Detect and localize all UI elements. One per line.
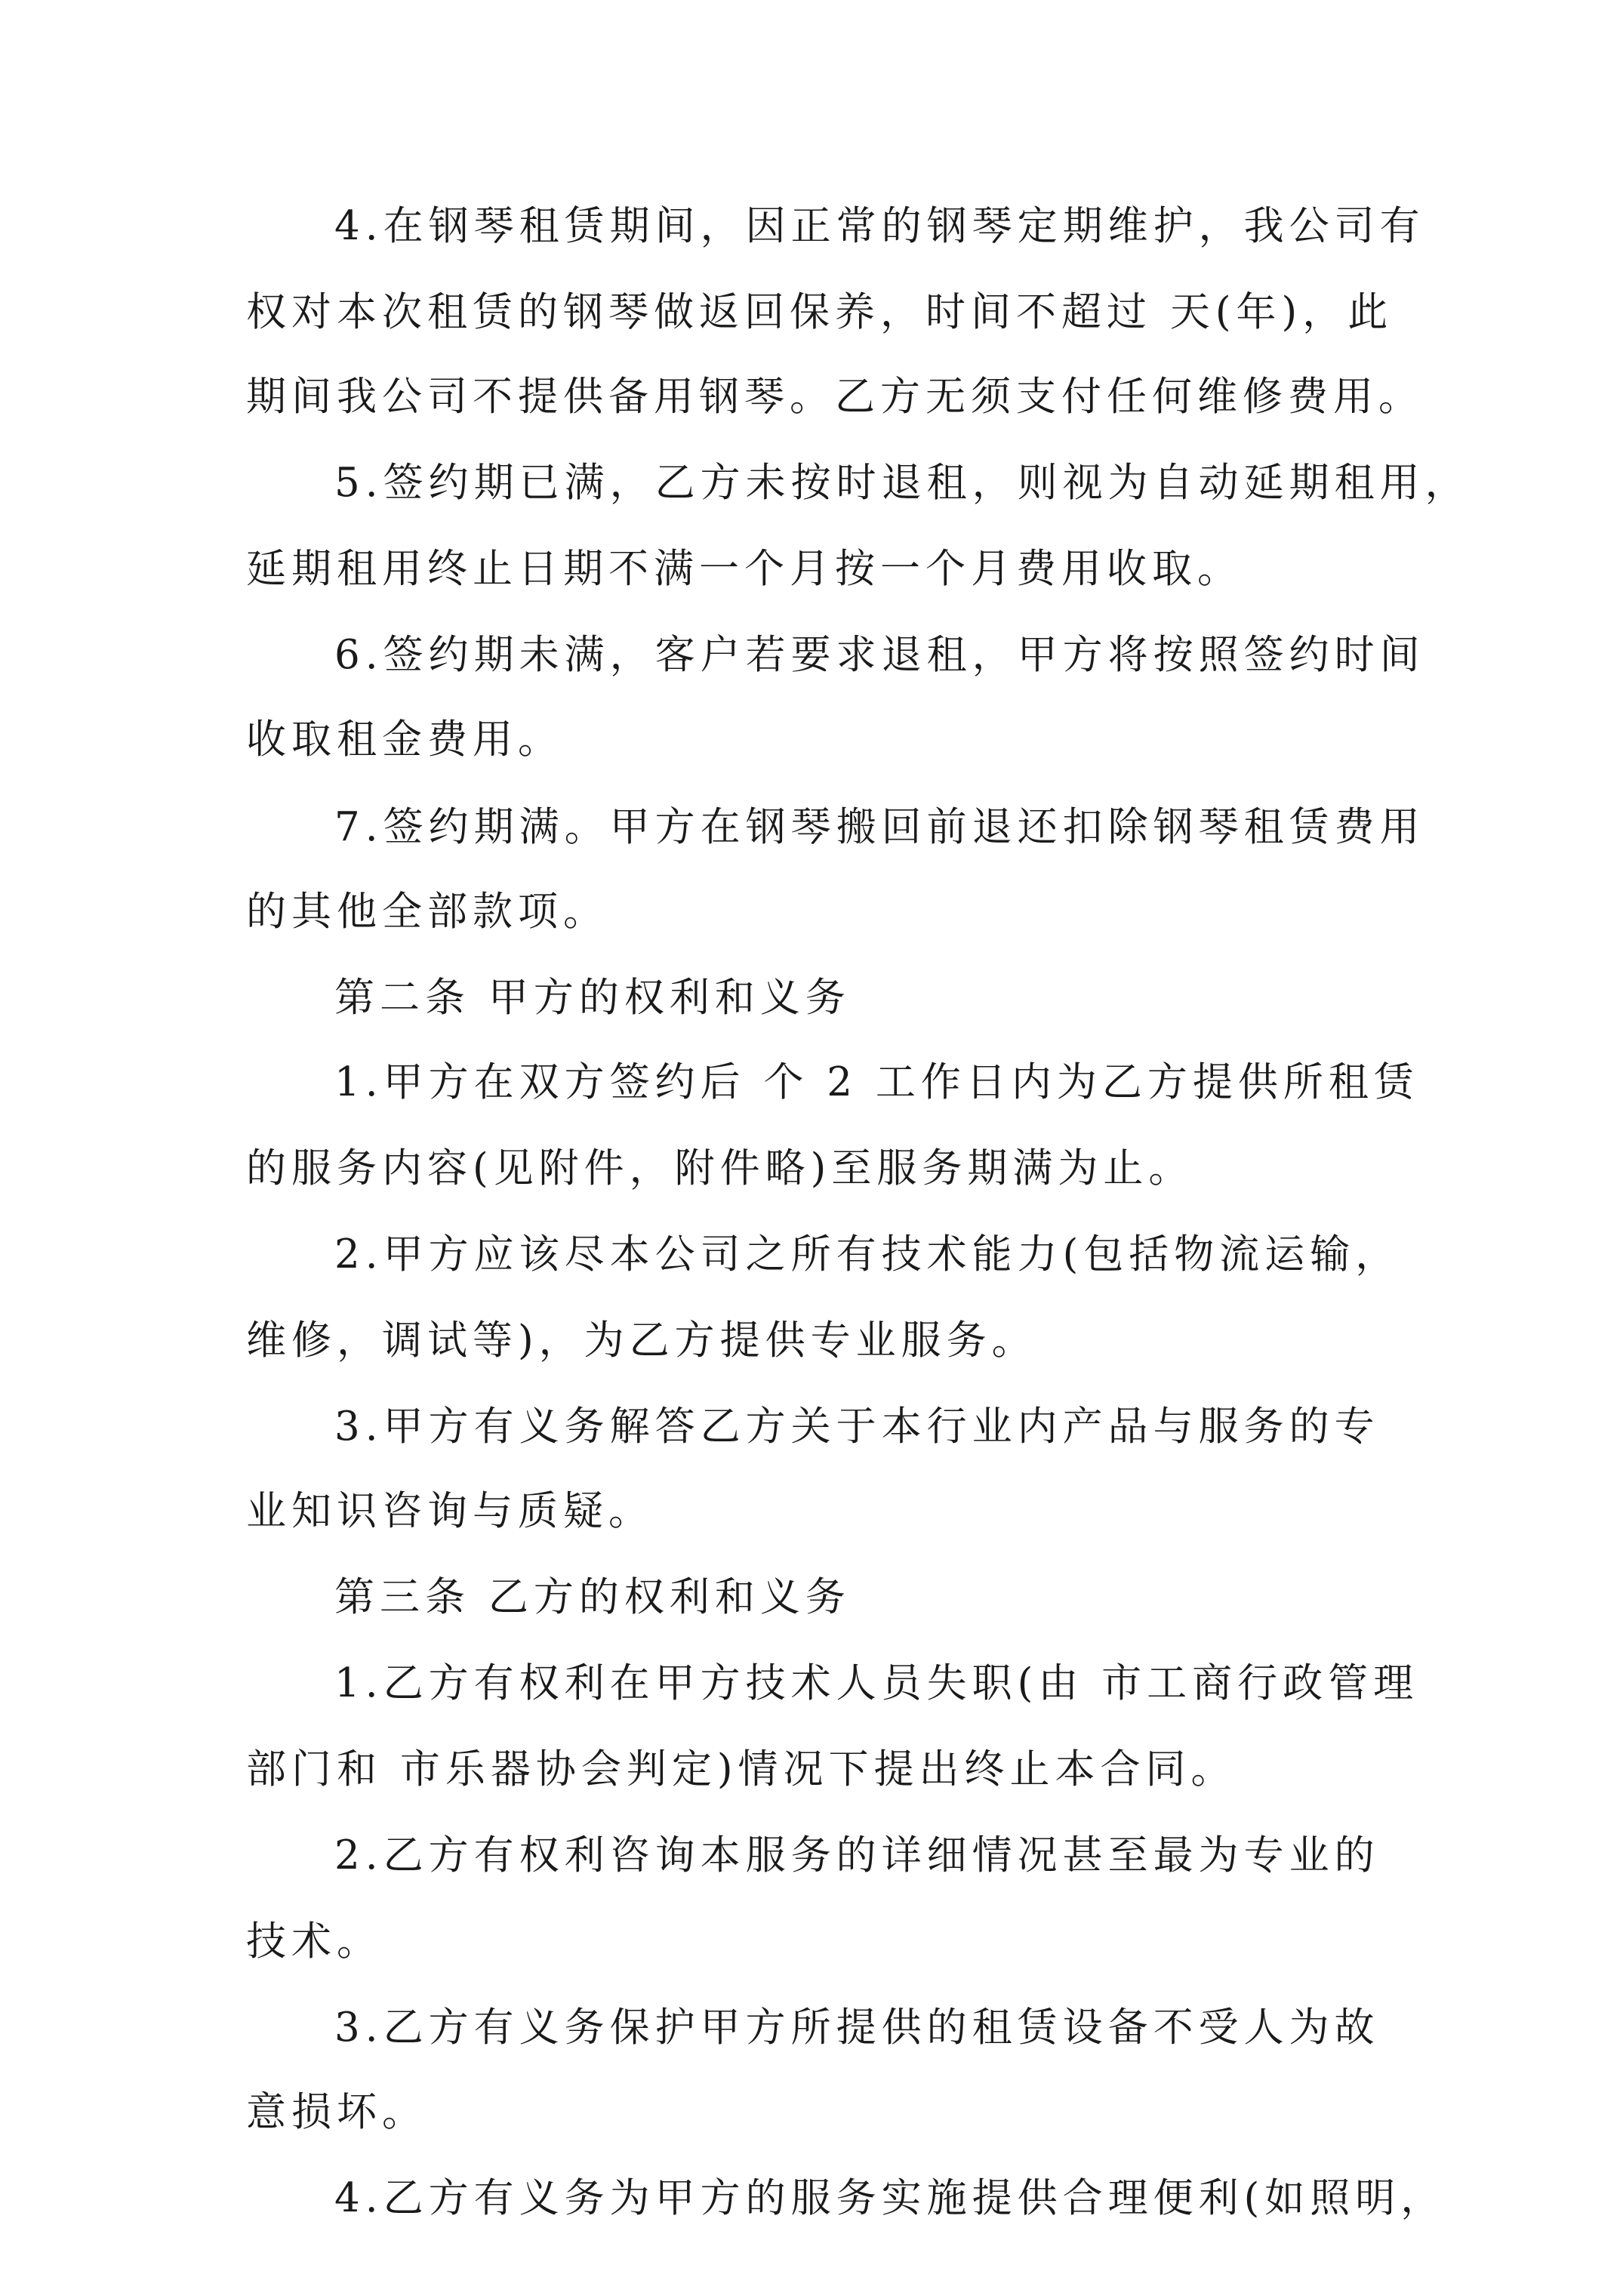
document-line: 维修，调试等)，为乙方提供专业服务。 [246, 1318, 1037, 1364]
document-line: 5.签约期已满，乙方未按时退租，则视为自动延期租用， [334, 460, 1471, 506]
document-line: 2.甲方应该尽本公司之所有技术能力(包括物流运输， [334, 1231, 1401, 1277]
document-line: 7.签约期满。甲方在钢琴搬回前退还扣除钢琴租赁费用 [334, 804, 1425, 850]
document-line: 1.乙方有权利在甲方技术人员失职(由 市工商行政管理 [334, 1660, 1419, 1706]
document-line: 期间我公司不提供备用钢琴。乙方无须支付任何维修费用。 [246, 374, 1424, 420]
document-line: 1.甲方在双方签约后 个 2 工作日内为乙方提供所租赁 [334, 1059, 1419, 1105]
document-line: 3.甲方有义务解答乙方关于本行业内产品与服务的专 [334, 1404, 1380, 1450]
document-line: 权对本次租赁的钢琴做返回保养，时间不超过 天(年)，此 [246, 289, 1394, 335]
document-line: 第二条 甲方的权利和义务 [334, 975, 851, 1021]
document-line: 意损坏。 [246, 2089, 427, 2135]
document-line: 4.乙方有义务为甲方的服务实施提供合理便利(如照明， [334, 2175, 1446, 2221]
document-line: 收取租金费用。 [246, 717, 563, 763]
document-line: 4.在钢琴租赁期间，因正常的钢琴定期维护，我公司有 [334, 203, 1425, 249]
document-line: 延期租用终止日期不满一个月按一个月费用收取。 [246, 546, 1243, 592]
document-line: 3.乙方有义务保护甲方所提供的租赁设备不受人为故 [334, 2005, 1380, 2051]
document-line: 的服务内容(见附件，附件略)至服务期满为止。 [246, 1145, 1194, 1191]
document-line: 业知识咨询与质疑。 [246, 1488, 654, 1534]
document-line: 的其他全部款项。 [246, 889, 608, 935]
document-line: 6.签约期未满，客户若要求退租，甲方将按照签约时间 [334, 632, 1425, 678]
document-line: 第三条 乙方的权利和义务 [334, 1574, 851, 1620]
document-line: 部门和 市乐器协会判定)情况下提出终止本合同。 [246, 1746, 1236, 1792]
document-line: 2.乙方有权利咨询本服务的详细情况甚至最为专业的 [334, 1832, 1380, 1878]
document-line: 技术。 [246, 1918, 382, 1965]
